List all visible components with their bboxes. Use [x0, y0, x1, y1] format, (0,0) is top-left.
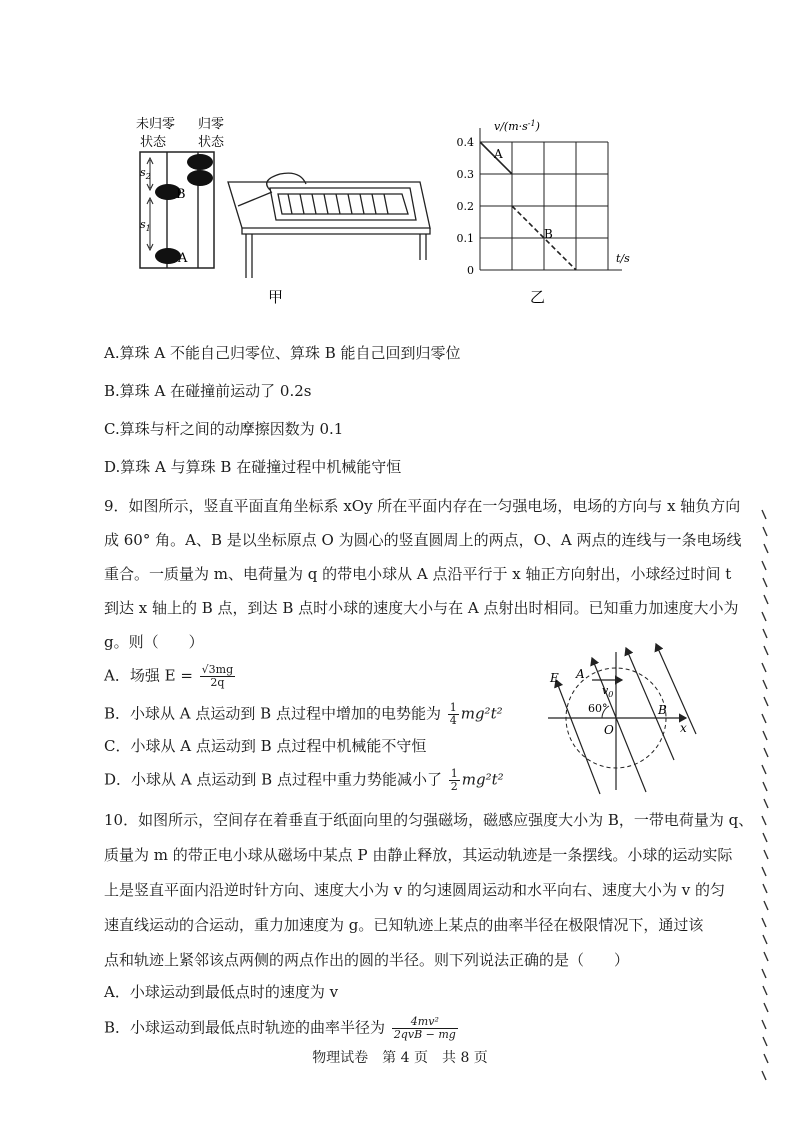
margin-mark	[764, 1003, 768, 1012]
fraction: $\frac{\text{4mv²}}{\text{2qvB − mg}}$	[393, 1015, 456, 1041]
margin-mark	[762, 510, 766, 519]
table-drawing	[228, 173, 430, 278]
q9-option-d-text: D．小球从 A 点运动到 B 点过程中重力势能减小了	[104, 770, 442, 789]
curve-b-label: B	[544, 227, 553, 241]
margin-mark	[762, 765, 766, 774]
figure-jia	[120, 110, 440, 310]
margin-mark	[762, 1020, 766, 1029]
label-a: A	[576, 667, 585, 681]
q9-option-a	[104, 664, 237, 689]
margin-mark	[762, 561, 766, 570]
q9-option-a-text: A．场强 E =	[104, 666, 193, 685]
q9-stem-line: 成 60° 角。A、B 是以坐标原点 O 为圆心的竖直圆周上的两点，O、A 两点的连线与一条电场线	[104, 531, 742, 549]
label-x: x	[680, 721, 687, 735]
margin-mark	[764, 646, 768, 655]
bead-returned-bottom	[187, 170, 213, 186]
q9-stem-line: 到达 x 轴上的 B 点，到达 B 点时小球的速度大小与在 A 点射出时相同。已知重力加速度大小为	[104, 599, 739, 617]
label-returned-1: 归零	[198, 117, 225, 132]
q10-option-b-text: B．小球运动到最低点时轨迹的曲率半径为	[104, 1018, 386, 1037]
q9-stem-line: g。则（ ）	[104, 633, 204, 651]
q9-stem-line: 9．如图所示，竖直平面直角坐标系 xOy 所在平面内存在一匀强电场，电场的方向与 x 轴负方向	[104, 497, 741, 515]
bead-returned-top	[187, 154, 213, 170]
caption-yi: 乙	[530, 288, 546, 306]
bead-b-label: B	[176, 187, 186, 202]
margin-mark	[764, 799, 768, 808]
margin-mark	[764, 748, 768, 757]
label-o: O	[604, 723, 614, 737]
y-tick-label: 0.4	[456, 136, 474, 149]
q8-option-c: C.算珠与杆之间的动摩擦因数为 0.1	[104, 420, 344, 438]
margin-mark	[762, 714, 766, 723]
q8-option-a: A.算珠 A 不能自己归零位、算珠 B 能自己回到归零位	[104, 344, 461, 362]
margin-mark	[762, 969, 766, 978]
q10-stem-line: 速直线运动的合运动，重力加速度为 g。已知轨迹上某点的曲率半径在极限情况下，通过该	[104, 916, 704, 934]
q9-option-d: D．小球从 A 点运动到 B 点过程中重力势能减小了 $\frac{1}{2}$ mg²t²	[104, 767, 504, 793]
q9-figure	[540, 640, 700, 800]
q10-option-b	[104, 1016, 460, 1041]
margin-mark	[762, 867, 766, 876]
margin-mark	[763, 1037, 767, 1046]
page-footer: 物理试卷 第 4 页 共 8 页	[312, 1050, 488, 1066]
label-b: B	[658, 703, 667, 717]
margin-mark	[764, 901, 768, 910]
margin-mark	[762, 663, 766, 672]
y-tick-label: 0.2	[456, 200, 474, 213]
margin-mark	[763, 731, 767, 740]
y-axis-label: $v/(m\cdot s^{-1})$	[494, 119, 540, 133]
margin-mark	[762, 612, 766, 621]
label-v0: $v_0$	[602, 684, 614, 699]
y-tick-label: 0	[467, 264, 474, 277]
y-tick-label: 0.3	[456, 168, 474, 181]
margin-mark	[763, 884, 767, 893]
margin-mark	[764, 544, 768, 553]
q10-stem-line: 点和轨迹上紧邻该点两侧的两点作出的圆的半径。则下列说法正确的是（ ）	[104, 951, 630, 969]
label-e: E	[550, 671, 559, 685]
margin-mark	[763, 935, 767, 944]
q9-option-c: C．小球从 A 点运动到 B 点过程中机械能不守恒	[104, 737, 427, 755]
figure-yi	[450, 110, 650, 310]
q10-option-a: A．小球运动到最低点时的速度为 v	[104, 983, 339, 1001]
margin-mark	[763, 578, 767, 587]
s2-label: $s_2$	[140, 166, 151, 181]
label-angle: 60°	[588, 702, 608, 715]
caption-jia: 甲	[268, 288, 284, 306]
curve-a-label: A	[494, 147, 503, 161]
q9-option-b: B．小球从 A 点运动到 B 点过程中增加的电势能为 $\frac{1}{4}$ mg²t²	[104, 701, 503, 727]
margin-mark	[763, 782, 767, 791]
margin-mark	[764, 595, 768, 604]
fraction: $\frac{√3mg}{2q}$	[201, 663, 234, 689]
margin-mark	[763, 833, 767, 842]
margin-mark	[764, 850, 768, 859]
margin-mark	[764, 697, 768, 706]
margin-mark	[763, 527, 767, 536]
fraction: $\frac{1}{4}$	[449, 701, 457, 727]
q10-stem-line: 10．如图所示，空间存在着垂直于纸面向里的匀强磁场，磁感应强度大小为 B，一带电荷量为 q、	[104, 811, 754, 829]
margin-mark	[764, 952, 768, 961]
binding-margin-marks	[752, 500, 782, 1100]
margin-mark	[762, 1071, 766, 1080]
bead-a-label: A	[178, 251, 188, 266]
margin-mark	[762, 816, 766, 825]
margin-mark	[763, 680, 767, 689]
q10-stem-line: 上是竖直平面内沿逆时针方向、速度大小为 v 的匀速圆周运动和水平向右、速度大小为 v 的匀	[104, 881, 726, 899]
label-returned-2: 状态	[198, 135, 225, 150]
q8-option-d: D.算珠 A 与算珠 B 在碰撞过程中机械能守恒	[104, 458, 402, 476]
label-unreturned-1: 未归零	[136, 117, 176, 132]
q9-stem-line: 重合。一质量为 m、电荷量为 q 的带电小球从 A 点沿平行于 x 轴正方向射出，小球经过时间 t	[104, 565, 732, 583]
margin-mark	[763, 986, 767, 995]
x-axis-label: t/s	[616, 252, 630, 265]
q9-option-b-text: B．小球从 A 点运动到 B 点过程中增加的电势能为	[104, 704, 441, 723]
q8-option-b: B.算珠 A 在碰撞前运动了 0.2s	[104, 382, 312, 400]
margin-mark	[763, 629, 767, 638]
y-tick-label: 0.1	[456, 232, 474, 245]
s1-label: $s_1$	[140, 218, 151, 233]
label-unreturned-2: 状态	[140, 135, 167, 150]
margin-mark	[762, 918, 766, 927]
q10-stem-line: 质量为 m 的带正电小球从磁场中某点 P 由静止释放，其运动轨迹是一条摆线。小球的运动实际	[104, 846, 733, 864]
fraction: $\frac{1}{2}$	[450, 767, 458, 793]
